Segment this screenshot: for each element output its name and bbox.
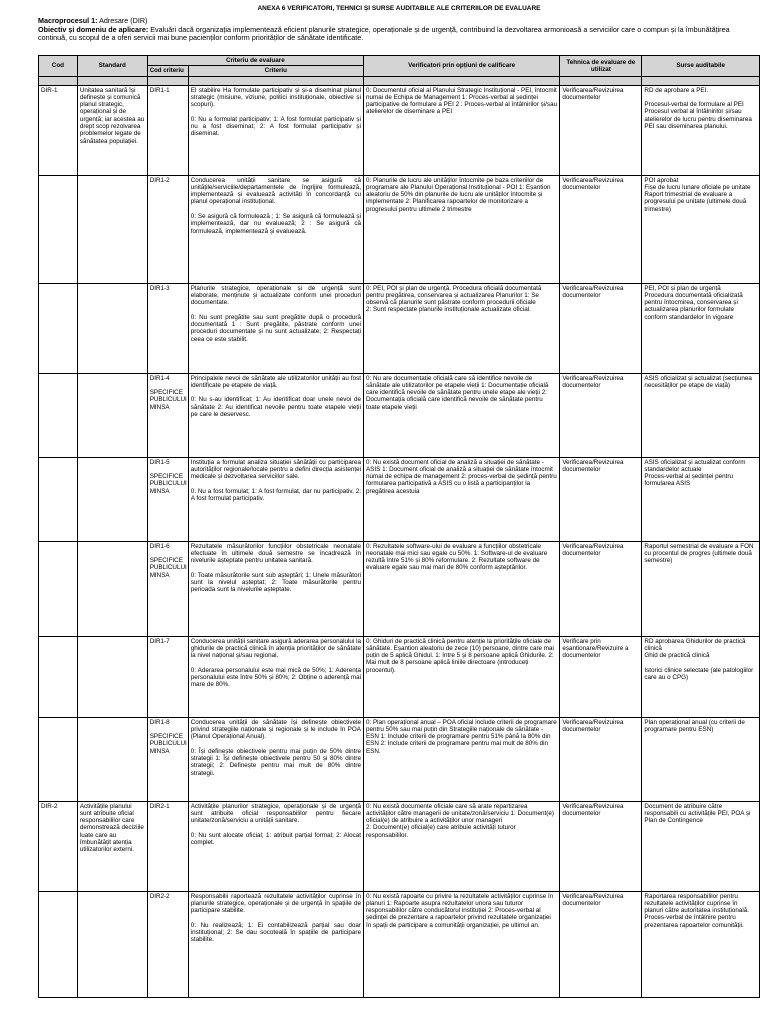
- document-title: ANEXA 6 VERIFICATORI, TEHNICI ȘI SURSE AUDITABILE ALE CRITERIILOR DE EVALUARE: [257, 5, 541, 12]
- technique-cell: Verificarea/Revizuirea documentelor: [560, 801, 642, 891]
- criterion-text-cell: Responsabilii raportează rezultatele activităților cuprinse în planurile strategice, operaționale și de urgență în spațiile de participare stabilite. 0: Nu realizează; 1: Ei contabilizează parțial sau doar instituțional; 2: Se dau socoteală în spațiile de participare stabilite.: [188, 891, 363, 997]
- criterion-text-cell: El stabilire Ha formulate participativ și și-a diseminat planul strategic (misiune, viziune, politici instituționale, obiective și scopuri). 0: Nu a formulat participativ; 1: A fost formulat participativ și nu a fost diseminat; 2: A fost formulat participativ și diseminat.: [188, 85, 363, 175]
- verifiers-cell: 0: Nu are documentație oficială care să identifice nevoile de sănătate ale utilizatorilor pe etapele vieții 1: Documentație oficială care identifică nevoile de sănătate pentru unele etape ale vieții 2: Documentația oficială care identifică nevoile de sănătate pentru toate etapele vieții: [363, 373, 559, 457]
- criterion-text-cell: Conducerea unității sanitare asigură aderarea personalului la ghidurile de practică clinică în atenția priorităților de sănătate la nivel național și/sau regional. 0: Aderarea personalului este mai mică de 50%; 1: Aderența personalului este între 50% și 80%; 2: Obține o aderență mai mare de 80%.: [188, 636, 363, 717]
- verifiers-cell: 0: Documentul oficial al Planului Strategic Instituțional - PEI, întocmit numai de Echipa de Management 1: Proces-verbal al ședinței participative de formulare a PEI 2 : Proces-verbal al întâlnirilor și/sau atelierelor de diseminare a PEI: [363, 85, 559, 175]
- table-row: [39, 85, 760, 175]
- criterion-text-cell: Activitățile planurilor strategice, operaționale și de urgență sunt atribuite oficial responsabililor pentru fiecare unitate/zonă/serviciu a unității sanitare. 0: Nu sunt alocate oficial; 1: atribuit parțial formal; 2: Alocat complet.: [188, 801, 363, 891]
- cod-cell: DIR-1: [39, 85, 78, 175]
- criterion-code-cell: DIR1-6 SPECIFICE PUBLICULUI MINSA: [147, 541, 188, 636]
- standard-cell: [77, 175, 147, 283]
- verifiers-cell: 0: Planurile de lucru ale unităților întocmite pe baza criteriilor de programare ale Planului Operațional Instituțional - POI 1: Eșantion aleatoriu de 50% din planurile de lucru ale unităților întocmite și implementate 2: Planificarea rapoartelor de monitorizare a progresului pentru ultimele 2 trimestre: [363, 175, 559, 283]
- table-row: [39, 541, 760, 636]
- table-row: [39, 636, 760, 717]
- cod-cell: [39, 717, 78, 801]
- table-row: [39, 457, 760, 541]
- objective-line: [38, 26, 760, 43]
- cod-cell: [39, 373, 78, 457]
- sources-cell: ASIS oficializat și actualizat conform standardelor actuale Proces-verbal al ședinței pentru formularea ASIS: [642, 457, 760, 541]
- table-row: [39, 891, 760, 997]
- verifiers-cell: 0: Plan operațional anual – POA oficial include criterii de programare pentru 50% sau mai puțin din Strategiile naționale de sănătate - ESN 1: Include criterii de programare pentru 51% până la 80% din ESN 2: Include criterii de programare pentru mai mult de 80% din ESN.: [363, 717, 559, 801]
- document-meta: [38, 17, 760, 43]
- criterion-code-cell: DIR1-4 SPECIFICE PUBLICULUI MINSA: [147, 373, 188, 457]
- criterion-code-cell: DIR2-1: [147, 801, 188, 891]
- table-row: [39, 801, 760, 891]
- standard-cell: Activitățile planului sunt atribuite oficial responsabililor care demonstrează deciziile luate care au îmbunătățit atenția utilizatorilor externi.: [77, 801, 147, 891]
- technique-cell: Verificarea/Revizuirea documentelor: [560, 373, 642, 457]
- technique-cell: Verificarea/Revizuirea documentelor: [560, 283, 642, 373]
- table-header-row: [39, 56, 760, 66]
- sources-cell: Raportarea responsabililor pentru rezultatele activităților cuprinse în planuri către autoritatea instituțională. Proces-verbal de întâlnire pentru prezentarea rapoartelor comunității.: [642, 891, 760, 997]
- table-body: [39, 85, 760, 997]
- col-surse-header: Surse auditabile: [642, 56, 760, 77]
- macroprocess-value: Adresare (DIR): [99, 16, 148, 25]
- sources-cell: ASIS oficializat și actualizat (secțiunea necesităților pe etape de viață): [642, 373, 760, 457]
- technique-cell: Verificarea/Revizuirea documentelor: [560, 85, 642, 175]
- criteria-table: [38, 55, 760, 998]
- cod-cell: [39, 175, 78, 283]
- cod-cell: [39, 636, 78, 717]
- cod-cell: [39, 891, 78, 997]
- objective-label: Obiectiv și domeniu de aplicare:: [38, 24, 149, 34]
- criterion-text-cell: Conducerea unității sanitare se asigură că unitățile/serviciile/departamentele de îngrijire formulează, implementează și evaluează activități în concordanță cu planul operațional instituțional. 0: Se asigură că formulează ; 1: Se asigură că formulează și implementează, dar nu evaluează; 2 : Se asigură că formulează, implementează și evaluează.: [188, 175, 363, 283]
- standard-cell: [77, 636, 147, 717]
- col-verificatori-header: Verificatori prin opțiuni de calificare: [363, 56, 559, 77]
- criterion-code-cell: DIR1-3: [147, 283, 188, 373]
- criterion-text-cell: Principalele nevoi de sănătate ale utilizatorilor unității au fost identificate pe etapele de viață. 0: Nu s-au identificat; 1: Au identificat doar unele nevoi de sănătate 2: Au identificat nevoile pentru toate etapele vieții pe care le deservesc.: [188, 373, 363, 457]
- technique-cell: Verificarea/Revizuirea documentelor: [560, 175, 642, 283]
- col-tehnica-header: Tehnica de evaluare de utilizat: [560, 56, 642, 77]
- technique-cell: Verificare prin eșantionare/Revizuire a documentelor: [560, 636, 642, 717]
- standard-cell: [77, 283, 147, 373]
- standard-cell: [77, 891, 147, 997]
- col-cod-header: Cod: [39, 56, 78, 77]
- criterion-text-cell: Instituția a formulat analiza situației sănătății cu participarea autorităților regionale/locale pentru a defini direcția asistenței medicale și dezvoltarea serviciilor sale. 0: Nu a fost formulat; 1: A fost formulat, dar nu participativ, 2: A fost formulat participativ.: [188, 457, 363, 541]
- criterion-code-cell: DIR1-1: [147, 85, 188, 175]
- verifiers-cell: 0: PEI, POI și plan de urgență. Procedura oficială documentată pentru pregătirea, conservarea și actualizarea Planurilor 1: Se observă că planurile sunt păstrate conform procedurii oficiale 2: Sunt respectate planurile instituționale actualizate oficial.: [363, 283, 559, 373]
- sources-cell: POI aprobat Fișe de lucru lunare oficiale pe unitate Raport trimestrial de evaluare a progresului pe unitate (ultimele două trimestre): [642, 175, 760, 283]
- verifiers-cell: 0: Rezultatele software-ului de evaluare a funcțiilor obstetricale neonatale mai mici sau egale cu 50%. 1: Software-ul de evaluare rezultă între 51% și 80% reformulare. 2: Rezultate software de evaluare egale sau mai mari de 80% conform așteptărilor.: [363, 541, 559, 636]
- col-standard-header: Standard: [77, 56, 147, 77]
- macroprocess-label: Macroprocesul 1:: [38, 16, 98, 25]
- table-row: [39, 175, 760, 283]
- sources-cell: Raportul semestrial de evaluare a FON cu procentul de progres (ultimele două semestre): [642, 541, 760, 636]
- standard-cell: [77, 541, 147, 636]
- criterion-text-cell: Conducerea unității de sănătate își definește obiectivele privind strategiile naționale și regionale și le include în POA (Planul Operațional Anual). 0: Își definește obiectivele pentru mai puțin de 50% dintre strategii 1: Își definește obiectivele pentru 50 și 80% dintre strategii; 2: Definește pentru mai mult de 80% dintre strategii.: [188, 717, 363, 801]
- table-spacer-row: [39, 76, 760, 85]
- table-row: [39, 373, 760, 457]
- sources-cell: RD de aprobare a PEI. Procesul-verbal de formulare al PEI Procesul verbal al întâlnirilor și/sau atelierelor de lucru pentru diseminarea PEI sau diseminarea planului.: [642, 85, 760, 175]
- criterion-code-cell: DIR1-5 SPECIFICE PUBLICULUI MINSA: [147, 457, 188, 541]
- verifiers-cell: 0: Nu există documente oficiale care să arate repartizarea activităților către managerii de unitate/zonă/serviciu 1: Document(e) oficial(e) de atribuire a activităților unor manageri 2: Document(e) oficial(e) care atribuie activități tuturor responsabililor.: [363, 801, 559, 891]
- cod-cell: [39, 541, 78, 636]
- table-row: [39, 717, 760, 801]
- technique-cell: Verificarea/Revizuirea documentelor: [560, 541, 642, 636]
- technique-cell: Verificarea/Revizuirea documentelor: [560, 717, 642, 801]
- standard-cell: [77, 457, 147, 541]
- criterion-text-cell: Rezultatele măsurătorilor funcțiilor obstetricale neonatale efectuate în ultimele două semestre se încadrează în nivelurile așteptate pentru unitatea sanitară. 0: Toate măsurătorile sunt sub așteptări; 1: Unele măsurători sunt la nivelul așteptat; 2: Toate măsurătorile pentru perioada sunt la nivelurile așteptate.: [188, 541, 363, 636]
- standard-cell: [77, 717, 147, 801]
- sources-cell: PEI, POI și plan de urgență Procedura documentată oficializată pentru întocmirea, conservarea și actualizarea planurilor formulate conform standardelor în vigoare: [642, 283, 760, 373]
- sources-cell: Document de atribuire către responsabili cu activitățile PEI, POA și Plan de Contingence: [642, 801, 760, 891]
- verifiers-cell: 0: Nu există rapoarte cu privire la rezultatele activităților cuprinse în planuri 1: Rapoarte asupra rezultatelor unora sau tuturor responsabililor către conducătorul instituției 2: Proces-verbal al ședinței de prezentare a rapoartelor privind rezultatele organizației în spații de participare a comunității organizației, pe ultimul an.: [363, 891, 559, 997]
- cod-cell: [39, 457, 78, 541]
- criterion-text-cell: Planurile strategice, operaționale și de urgență sunt elaborate, menținute și actualizate conform unei proceduri documentate. 0: Nu sunt pregătite sau sunt pregătite după o procedură documentată 1 : Sunt pregătite, păstrate conform unei proceduri documentate și nu sunt actualizate; 2: Respectați ceea ce este stabilit.: [188, 283, 363, 373]
- criterion-code-cell: DIR1-2: [147, 175, 188, 283]
- criterion-code-cell: DIR1-8 SPECIFICE PUBLICULUI MINSA: [147, 717, 188, 801]
- col-cod-criteriu-header: Cod criteriu: [147, 66, 188, 76]
- technique-cell: Verificarea/Revizuirea documentelor: [560, 891, 642, 997]
- technique-cell: Verificarea/Revizuirea documentelor: [560, 457, 642, 541]
- col-criteriu-group-header: Criteriu de evaluare: [147, 56, 363, 66]
- criterion-code-cell: DIR2-2: [147, 891, 188, 997]
- verifiers-cell: 0: Ghiduri de practică clinică pentru atenție la prioritățile oficiale de sănătate. Eșantion aleatoriu de zece (10) persoane, dintre care mai puțin de 5 aplică Ghidul. 1: între 5 și 8 persoane aplică Ghidurile. 2: Mai mult de 8 persoane aplică liniile directoare (introduceți procentul).: [363, 636, 559, 717]
- sources-cell: RD aprobarea Ghidurilor de practică clinică Ghid de practică clinică Istorici clinice selectate (ale patologiilor care au o CPG): [642, 636, 760, 717]
- cod-cell: DIR-2: [39, 801, 78, 891]
- table-row: [39, 283, 760, 373]
- objective-value: Evaluări dacă organizația implementează eficient planurile strategice, operaționale și de urgență, contribuind la dezvoltarea armonioasă a serviciilor care o compun și la îmbunătățirea continuă, cu scopul de a oferi servicii mai bune pacienților conform priorităților de sănătate identificate.: [38, 24, 730, 43]
- cod-cell: [39, 283, 78, 373]
- standard-cell: [77, 373, 147, 457]
- sources-cell: Plan operațional anual (cu criterii de programare pentru ESN): [642, 717, 760, 801]
- verifiers-cell: 0: Nu există document oficial de analiză a situației de sănătate - ASIS 1: Document oficial de analiză a situației de sănătate întocmit numai de echipa de management 2: proces-verbal de ședință pentru formularea participativă a ASIS cu o listă a participanților la pregătirea acestuia: [363, 457, 559, 541]
- document-page: [38, 0, 760, 944]
- standard-cell: Unitatea sanitară își definește și comunică planul strategic, operațional și de urgență; iar acestea au drept scop rezolvarea problemelor legate de sănătatea populației.: [77, 85, 147, 175]
- criterion-code-cell: DIR1-7: [147, 636, 188, 717]
- col-criteriu-header: Criteriu: [188, 66, 363, 76]
